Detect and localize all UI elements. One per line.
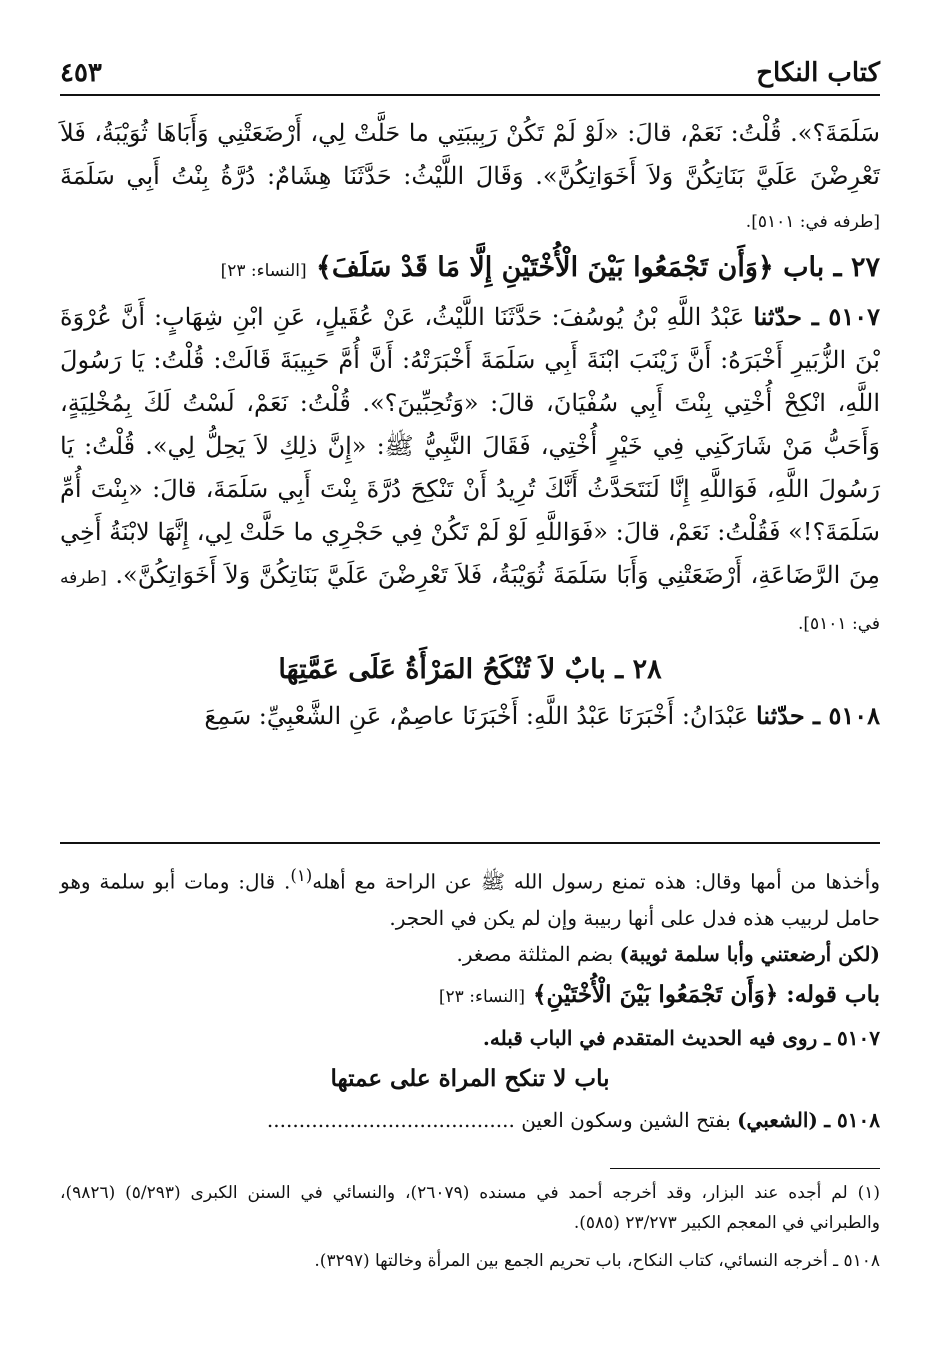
chapter-heading-28: ٢٨ ـ بابٌ لاَ تُنْكَحُ المَرْأَةُ عَلَى عَمَّتِهَا: [278, 654, 662, 685]
continuation-text: سَلَمَةَ؟». قُلْتُ: نَعَمْ، قالَ: «لَوْ لَمْ تَكُنْ رَبِيبَتِي ما حَلَّتْ لِي، أَرْضَعَتْنِي وَأَبَاهَا ثُوَيْبَةُ، فَلاَ تَعْرِضْنَ عَلَيَّ بَنَاتِكُنَّ وَلاَ أَخَوَاتِكُنَّ». وَقَالَ اللَّيْثُ: حَدَّثَنَا هِشَامٌ: دُرَّةُ بِنْتُ أَبِي سَلَمَةَ: [60, 119, 880, 190]
commentary-heading: [60, 972, 880, 1020]
commentary-text: . قال: ومات أبو سلمة وهو حامل لربيب هذه فدل على أنها ربيبة وإن لم يكن في الحجر.: [60, 869, 880, 930]
footnotes: [60, 1178, 880, 1284]
footnote-marker: (١): [290, 866, 313, 885]
quoted-phrase: (الشعبي): [737, 1107, 818, 1132]
hadith-number: ٥١٠٨ ـ حدّثنا: [756, 701, 880, 730]
commentary: [60, 858, 880, 1138]
hadith-5107: [60, 295, 880, 646]
quoted-phrase: (لكن أرضعتني وأبا سلمة ثويبة): [619, 941, 880, 966]
hadith-text: عَبْدَانُ: أَخْبَرَنَا عَبْدُ اللَّهِ: أَخْبَرَنَا عاصِمٌ، عَنِ الشَّعْبِيِّ: سَمِعَ: [204, 702, 749, 730]
running-title: كتاب النكاح: [756, 58, 880, 88]
hadith-text: عَبْدُ اللَّهِ بْنُ يُوسُفَ: حَدَّثَنَا اللَّيْثُ، عَنْ عُقَيلٍ، عَنِ ابْنِ شِهَابٍ: أَنَّ عُرْوَةَ بْنَ الزُّبَيرِ أَخْبَرَهُ: أَنَّ زَيْنَبَ ابْنَةَ أَبِي سَلَمَةَ أَخْبَرَتْهُ: أَنَّ أُمَّ حَبِيبَةَ قَالَتْ: قُلْتُ: يَا رَسُولَ اللَّهِ، انْكِحْ أُخْتِي بِنْتَ أَبِي سُفْيَانَ، قالَ: «وَتُحِبِّينَ؟». قُلْتُ: نَعَمْ، لَسْتُ لَكَ بِمُخْلِيَةٍ، وَأَحَبُّ مَنْ شَارَكَنِي فِي خَيْرٍ أُخْتِي، فَقَالَ النَّبِيُّ ﷺ: «إِنَّ ذلِكِ لاَ يَحِلُّ لِي». قُلْتُ: يَا رَسُولَ اللَّهِ، فَوَاللَّهِ إِنَّا لَنَتَحَدَّثُ أَنَّكَ تُرِيدُ أَنْ تَنْكِحَ دُرَّةَ بِنْتَ أَبِي سَلَمَةَ، قالَ: «بِنْتَ أُمِّ سَلَمَةَ؟!» فَقُلْتُ: نَعَمْ، قالَ: «فَوَاللَّهِ لَوْ لَمْ تَكُنْ فِي حَجْرِي ما حَلَّتْ لِي، إِنَّهَا لابْنَةُ أَخِي مِنَ الرَّضَاعَةِ، أَرْضَعَتْنِي وَأَبَا سَلَمَةَ ثُوَيْبَةُ، فَلاَ تَعْرِضْنَ عَلَيَّ بَنَاتِكُنَّ وَلاَ أَخَوَاتِكُنَّ».: [60, 303, 880, 589]
footnote-1: (١) لم أجده عند البزار، وقد أخرجه أحمد في مسنده (٢٦٠٧٩)، والنسائي في السنن الكبرى (٥/٢٩٣) (٩٨٢٦)، والطبراني في المعجم الكبير ٢٣/٢٧٣ (٥٨٥).: [60, 1183, 880, 1233]
main-text: [60, 112, 880, 738]
commentary-text: بضم المثلثة مصغر.: [456, 941, 614, 966]
hadith-5108: [60, 694, 880, 738]
hadith-number: ٥١٠٧ ـ حدّثنا: [753, 302, 880, 331]
paragraph-continuation: [60, 112, 880, 244]
commentary-divider: [60, 842, 880, 844]
header-rule: [60, 94, 880, 96]
footnote-5108: ٥١٠٨ ـ أخرجه النسائي، كتاب النكاح، باب تحريم الجمع بين المرأة وخالتها (٣٢٩٧).: [314, 1251, 880, 1271]
footnote-rule: [610, 1168, 880, 1169]
commentary-heading-title: باب قوله: ﴿وَأَن تَجْمَعُوا بَيْنَ الْأُخْتَيْنِ﴾: [532, 980, 880, 1008]
cross-reference: [طرفه في: ٥١٠١].: [60, 568, 880, 634]
page-number: ٤٥٣: [60, 58, 102, 88]
book-page: [60, 50, 880, 1340]
commentary-paragraph: [60, 936, 880, 972]
commentary-5107: ٥١٠٧ ـ روى فيه الحديث المتقدم في الباب قبله.: [482, 1025, 880, 1050]
commentary-paragraph: [60, 858, 880, 936]
commentary-text: بفتح الشين وسكون العين .......................................: [266, 1107, 731, 1132]
commentary-heading-center: باب لا تنكح المراة على عمتها: [330, 1064, 610, 1092]
cross-reference: [طرفه في: ٥١٠١].: [745, 212, 880, 232]
chapter-heading-27: [60, 244, 880, 295]
chapter-27-title: ٢٧ ـ باب ﴿وَأَن تَجْمَعُوا بَيْنَ الْأُخْتَيْنِ إِلَّا مَا قَدْ سَلَفَ﴾: [316, 252, 880, 283]
page-header: [60, 50, 880, 94]
commentary-number: ٥١٠٨ ـ: [824, 1107, 880, 1132]
commentary-5108: [60, 1102, 880, 1138]
quran-reference: [النساء: ٢٣]: [438, 986, 525, 1007]
quran-reference: [النساء: ٢٣]: [220, 261, 307, 281]
commentary-text: وأخذها من أمها وقال: هذه تمنع رسول الله ﷺ عن الراحة مع أهله: [312, 869, 880, 894]
